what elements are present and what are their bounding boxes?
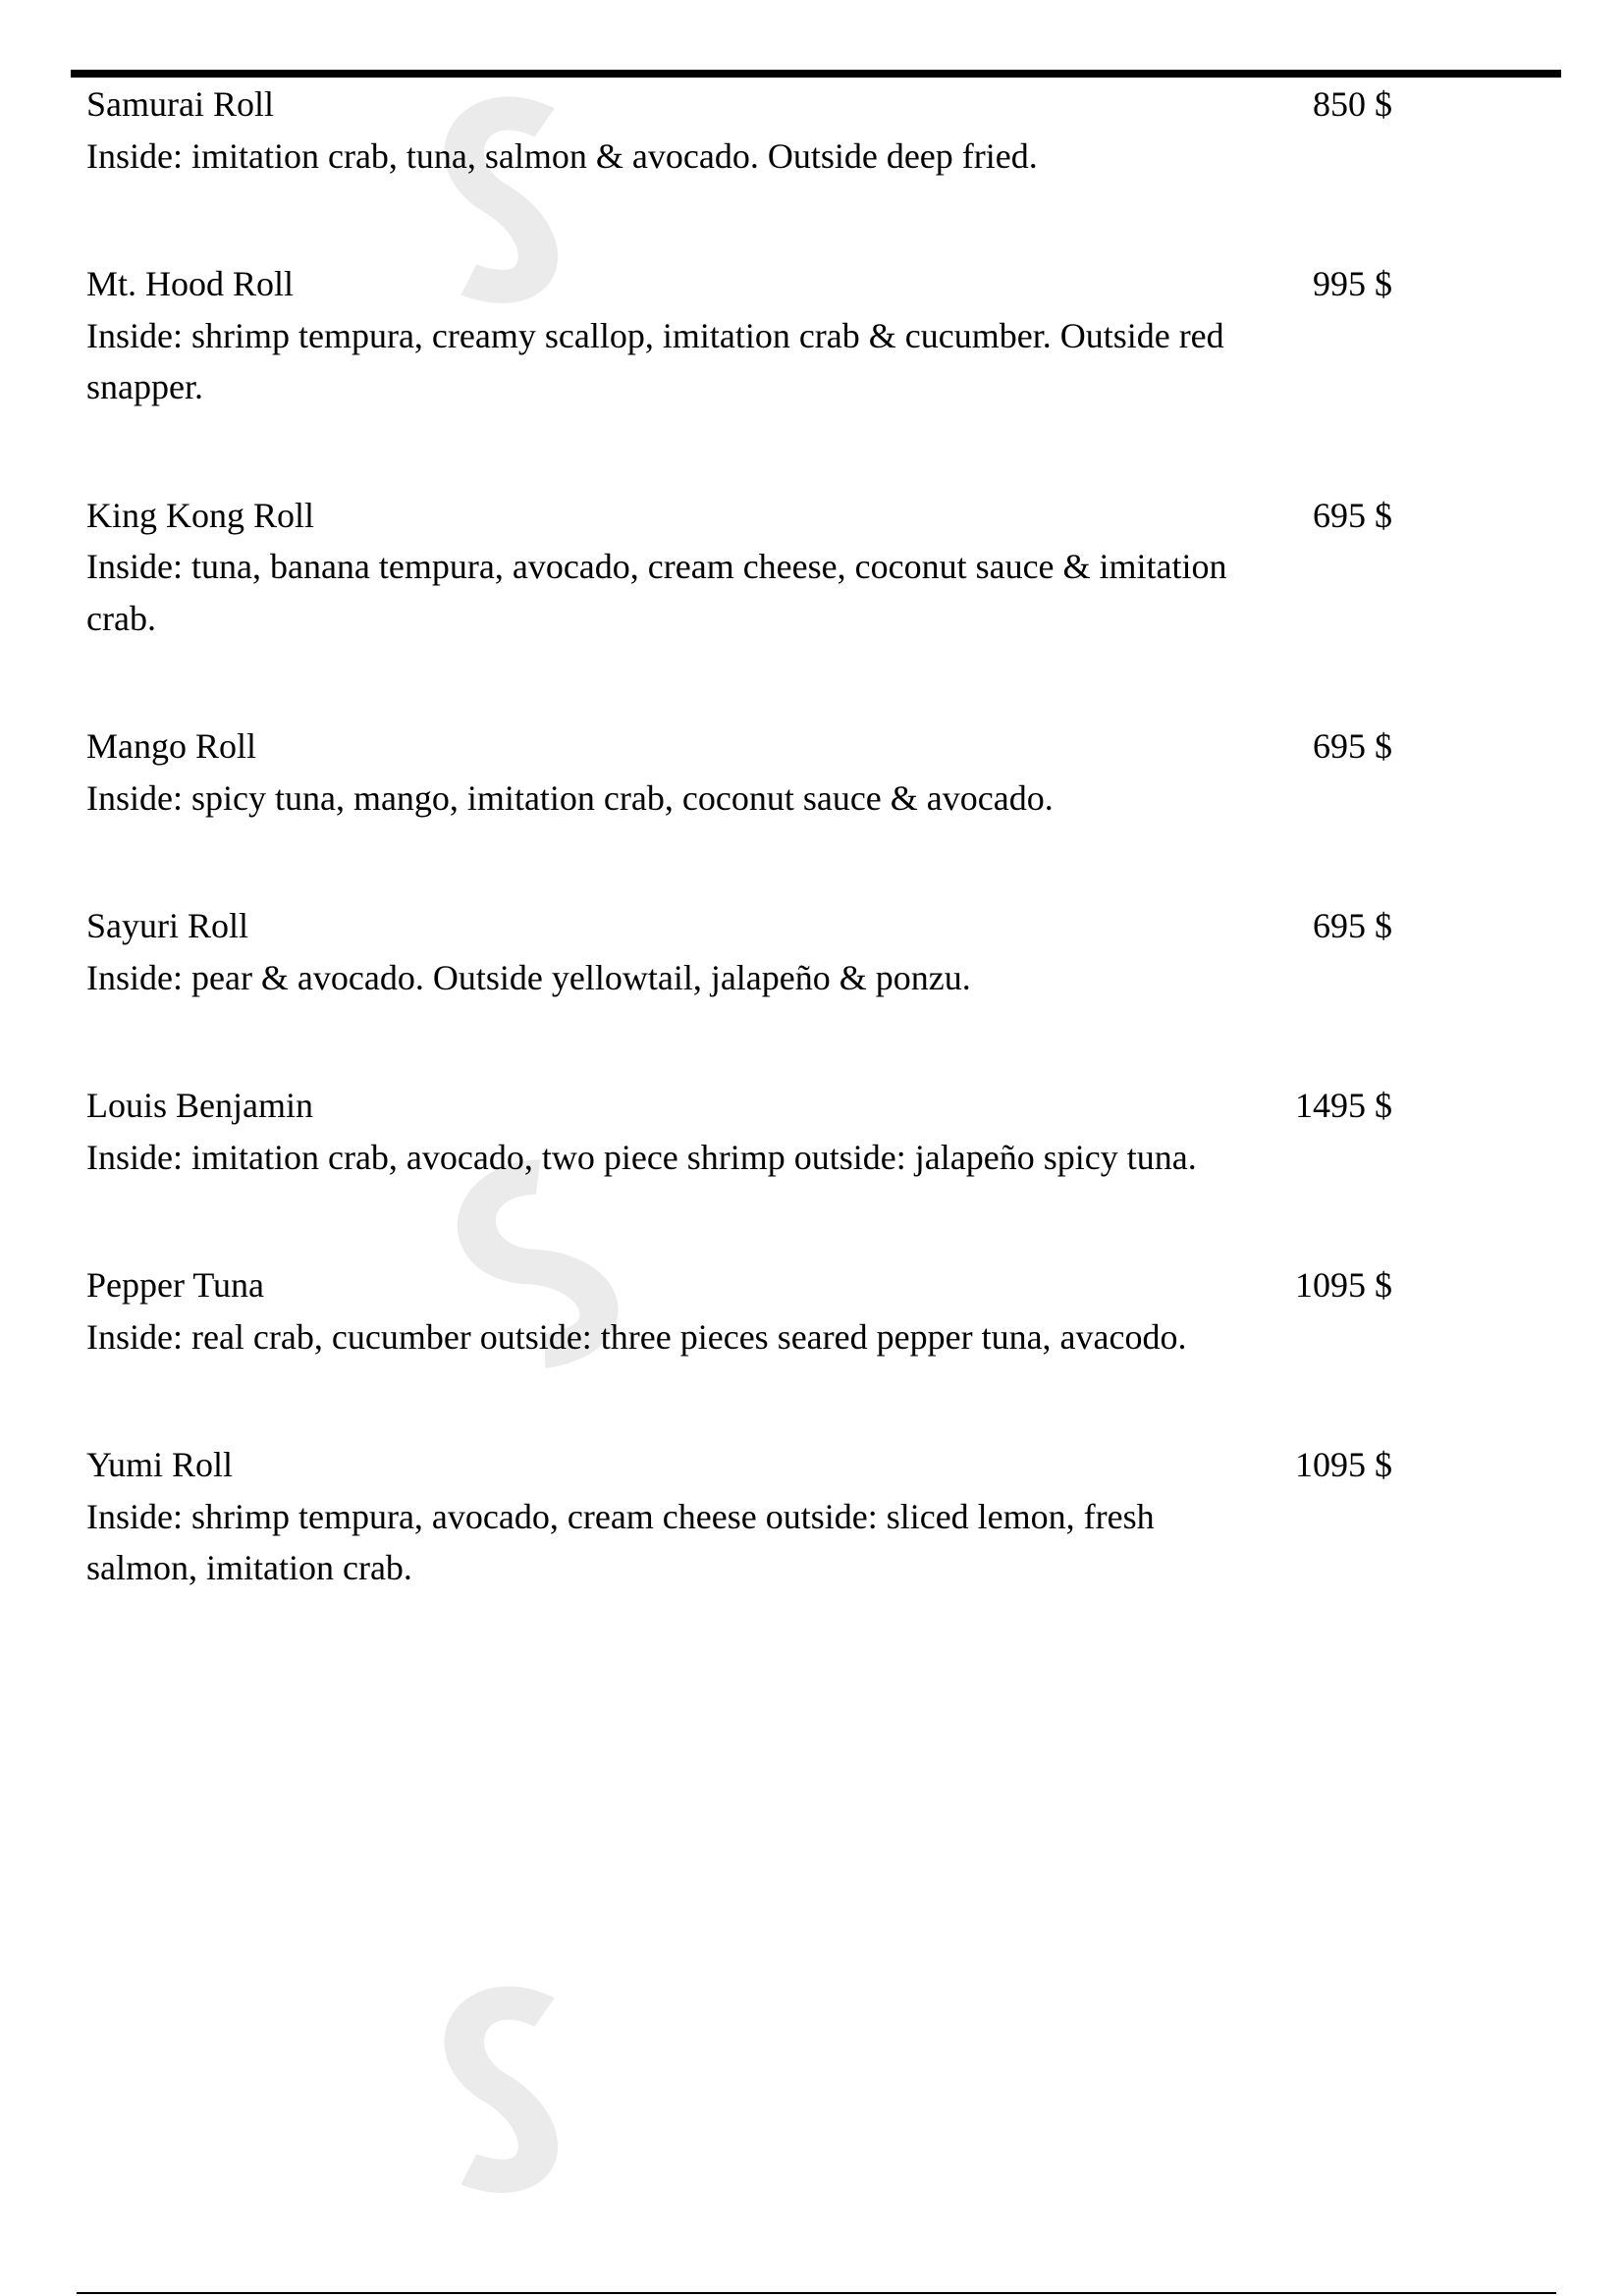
top-divider xyxy=(71,70,1561,78)
item-description: Inside: real crab, cucumber outside: three pieces seared pepper tuna, avacodo. xyxy=(86,1316,1187,1357)
sluurpy-watermark-logo-bottom xyxy=(393,1949,1257,2243)
item-price: 850 $ xyxy=(1313,84,1392,124)
item-description: Inside: shrimp tempura, avocado, cream cheese outside: sliced lemon, fresh salmon, imitation crab. xyxy=(86,1496,1155,1587)
item-price: 1495 $ xyxy=(1295,1086,1392,1125)
item-description: Inside: shrimp tempura, creamy scallop, imitation crab & cucumber. Outside red snapper. xyxy=(86,315,1224,406)
item-price: 695 $ xyxy=(1313,726,1392,766)
item-description: Inside: tuna, banana tempura, avocado, cream cheese, coconut sauce & imitation crab. xyxy=(86,547,1227,638)
item-description: Inside: pear & avocado. Outside yellowtail, jalapeño & ponzu. xyxy=(86,957,971,997)
menu-item xyxy=(86,1439,1392,1594)
menu-item xyxy=(86,490,1392,645)
item-name: Sayuri Roll xyxy=(86,906,249,945)
item-price: 695 $ xyxy=(1313,495,1392,535)
item-description: Inside: imitation crab, avocado, two piece shrimp outside: jalapeño spicy tuna. xyxy=(86,1137,1197,1177)
menu-item xyxy=(86,721,1392,824)
item-name: Samurai Roll xyxy=(86,84,274,124)
item-name: Mt. Hood Roll xyxy=(86,264,295,303)
menu-item xyxy=(86,900,1392,1003)
item-description: Inside: spicy tuna, mango, imitation crab, coconut sauce & avocado. xyxy=(86,777,1054,818)
item-price: 995 $ xyxy=(1313,264,1392,303)
item-name: Mango Roll xyxy=(86,726,257,766)
item-price: 695 $ xyxy=(1313,906,1392,945)
item-price: 1095 $ xyxy=(1295,1265,1392,1305)
menu-item xyxy=(86,1259,1392,1362)
bottom-divider xyxy=(77,2292,1556,2294)
item-name: Louis Benjamin xyxy=(86,1086,313,1125)
item-price: 1095 $ xyxy=(1295,1445,1392,1484)
menu-list xyxy=(86,79,1392,1671)
item-name: Yumi Roll xyxy=(86,1445,234,1484)
item-description: Inside: imitation crab, tuna, salmon & avocado. Outside deep fried. xyxy=(86,135,1038,176)
item-name: King Kong Roll xyxy=(86,495,315,535)
item-name: Pepper Tuna xyxy=(86,1265,265,1305)
menu-item xyxy=(86,258,1392,413)
menu-item xyxy=(86,79,1392,182)
menu-item xyxy=(86,1080,1392,1183)
